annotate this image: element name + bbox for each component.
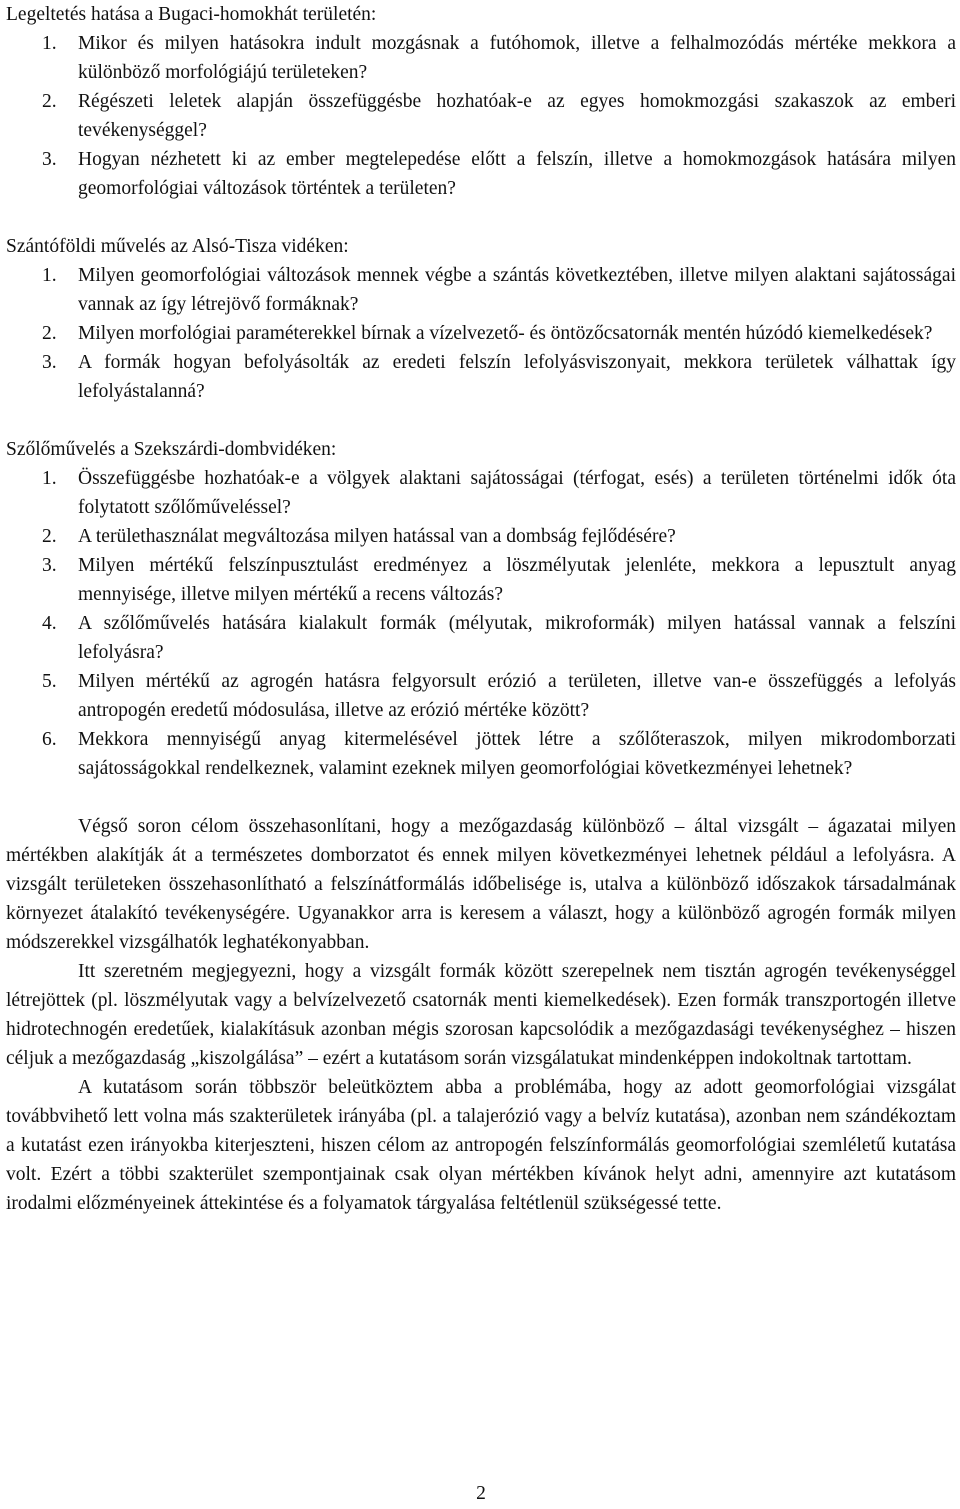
- paragraph-scope: A kutatásom során többször beleütköztem abba a problémába, hogy az adott geomorfológiai vizsgálat továbbvihető lett volna más szakterületek irányába (pl. a talajerózió vagy a belvíz kutatása), azonban nem szándékoztam a kutatást ezen irányokba kiterjeszteni, hiszen célom az antropogén felszínformálás geomorfológiai szemléletű kutatása volt. Ezért a többi szakterület szempontjainak csak olyan mértékben kívánok helyt adni, amennyire azt kutatásom irodalmi előzményeinek áttekintése és a folyamatok tárgyalása feltétlenül szükségessé tette.: [6, 1077, 956, 1214]
- question-number: 1.: [42, 468, 57, 489]
- question-item: [6, 725, 956, 783]
- question-item: [6, 609, 956, 667]
- question-number: 3.: [42, 352, 57, 373]
- section-title: Legeltetés hatása a Bugaci-homokhát területén:: [6, 4, 377, 25]
- question-number: 1.: [42, 265, 57, 286]
- body-paragraphs: [6, 812, 956, 1218]
- question-list: [6, 261, 956, 406]
- question-list: [6, 29, 956, 203]
- question-text: Milyen morfológiai paraméterekkel bírnak a vízelvezető- és öntözőcsatornák mentén húzódó kiemelkedések?: [78, 323, 933, 344]
- question-text: A formák hogyan befolyásolták az eredeti felszín lefolyásviszonyait, mekkora területek válhattak így lefolyástalanná?: [78, 352, 956, 402]
- question-number: 5.: [42, 671, 57, 692]
- section-title: Szántóföldi művelés az Alsó-Tisza vidéken:: [6, 236, 349, 257]
- question-item: [6, 319, 956, 348]
- question-number: 6.: [42, 729, 57, 750]
- paragraph-note: Itt szeretném megjegyezni, hogy a vizsgált formák között szerepelnek nem tisztán agrogén tevékenységgel létrejöttek (pl. löszmélyutak vagy a belvízelvezető csatornák menti kiemelkedések). Ezen formák transzportogén illetve hidrotechnogén eredetűek, kialakításuk azonban mégis szorosan kapcsolódik a mezőgazdasági tevékenységhez – hiszen céljuk a mezőgazdaság „kiszolgálása” – ezért a kutatásom során vizsgálatukat mindenképpen indokoltnak tartottam.: [6, 961, 956, 1069]
- question-text: Milyen mértékű az agrogén hatásra felgyorsult erózió a területen, illetve van-e összefüggés a lefolyás antropogén eredetű módosulása, illetve az erózió mértéke között?: [78, 671, 956, 721]
- question-item: [6, 87, 956, 145]
- question-text: Milyen mértékű felszínpusztulást eredményez a löszmélyutak jelenléte, mekkora a lepusztult anyag mennyisége, illetve milyen mértékű a recens változás?: [78, 555, 956, 605]
- question-item: [6, 348, 956, 406]
- question-item: [6, 551, 956, 609]
- question-text: A területhasználat megváltozása milyen hatással van a dombság fejlődésére?: [78, 526, 676, 547]
- question-item: [6, 29, 956, 87]
- page-number: 2: [476, 1483, 486, 1504]
- question-text: Összefüggésbe hozhatóak-e a völgyek alaktani sajátosságai (térfogat, esés) a területen történelmi idők óta folytatott szőlőműveléssel?: [78, 468, 956, 518]
- question-list: [6, 464, 956, 783]
- section-plowing: [6, 232, 956, 406]
- question-text: Régészeti leletek alapján összefüggésbe hozhatóak-e az egyes homokmozgási szakaszok az emberi tevékenységgel?: [78, 91, 956, 141]
- question-text: Hogyan nézhetett ki az ember megtelepedése előtt a felszín, illetve a homokmozgások hatására milyen geomorfológiai változások történtek a területen?: [78, 149, 956, 199]
- question-item: [6, 464, 956, 522]
- question-text: Mekkora mennyiségű anyag kitermelésével jöttek létre a szőlőteraszok, milyen mikrodomborzati sajátosságokkal rendelkeznek, valamint ezeknek milyen geomorfológiai következményei lehetnek?: [78, 729, 956, 779]
- question-item: [6, 145, 956, 203]
- question-item: [6, 261, 956, 319]
- section-grazing: [6, 0, 956, 203]
- question-number: 4.: [42, 613, 57, 634]
- question-text: Milyen geomorfológiai változások mennek végbe a szántás következtében, illetve milyen alaktani sajátosságai vannak az így létrejövő formáknak?: [78, 265, 956, 315]
- question-number: 2.: [42, 323, 57, 344]
- paragraph-conclusion: Végső soron célom összehasonlítani, hogy a mezőgazdaság különböző – által vizsgált – ágazatai milyen mértékben alakítják át a természetes domborzatot és ennek milyen következményei lehetnek például a lefolyásra. A vizsgált területeken összehasonlítható a felszínátformálás időbelisége is, utalva a különböző időszakok társadalmának környezet átalakító tevékenységére. Ugyanakkor arra is keresem a választ, hogy a különböző agrogén formák milyen módszerekkel vizsgálhatók leghatékonyabban.: [6, 816, 956, 953]
- question-text: Mikor és milyen hatásokra indult mozgásnak a futóhomok, illetve a felhalmozódás mértéke mekkora a különböző morfológiájú területeken?: [78, 33, 956, 83]
- question-number: 1.: [42, 33, 57, 54]
- question-number: 2.: [42, 91, 57, 112]
- question-number: 2.: [42, 526, 57, 547]
- question-number: 3.: [42, 555, 57, 576]
- section-title: Szőlőművelés a Szekszárdi-dombvidéken:: [6, 439, 337, 460]
- question-text: A szőlőművelés hatására kialakult formák (mélyutak, mikroformák) milyen hatással vannak a felszíni lefolyásra?: [78, 613, 956, 663]
- question-number: 3.: [42, 149, 57, 170]
- question-item: [6, 667, 956, 725]
- section-viticulture: [6, 435, 956, 783]
- document-page: [6, 0, 956, 1509]
- question-item: [6, 522, 956, 551]
